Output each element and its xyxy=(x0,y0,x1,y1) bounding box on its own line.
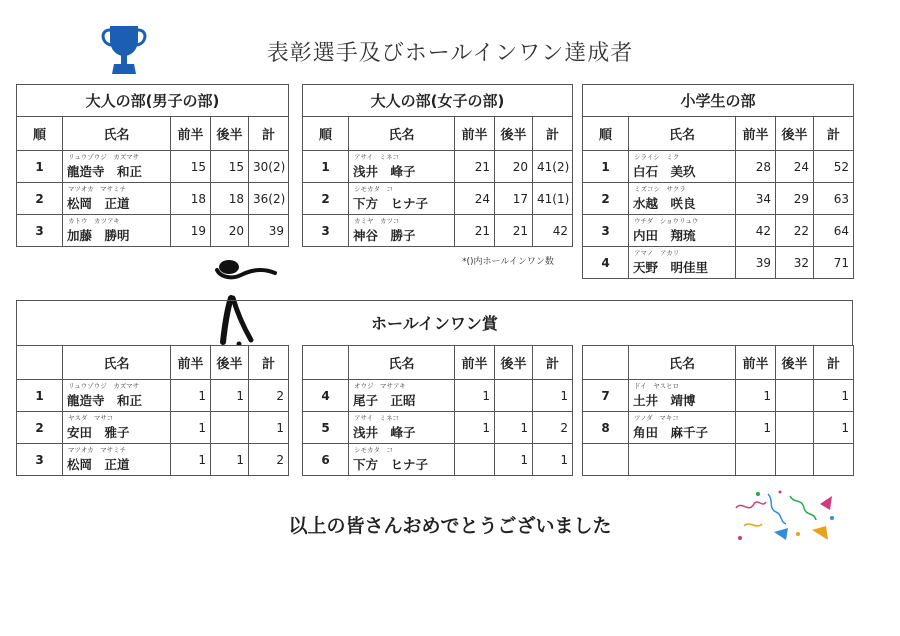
empty-cell xyxy=(776,444,814,476)
rank-cell: 2 xyxy=(17,183,63,215)
total-cell: 71 xyxy=(814,247,854,279)
kana-reading: ツノダ マキコ xyxy=(634,414,679,422)
name-cell: シモカタ コ 下方 ヒナ子 xyxy=(349,444,455,476)
kana-reading: シライシ ミク xyxy=(634,153,680,161)
name-cell: ミズコシ サクラ 水越 咲良 xyxy=(629,183,736,215)
col-total: 計 xyxy=(533,117,573,151)
party-popper-icon xyxy=(728,486,840,546)
col-rank xyxy=(583,346,629,380)
rank-cell: 1 xyxy=(17,151,63,183)
total-cell: 41(1) xyxy=(533,183,573,215)
kana-reading: シモカタ コ xyxy=(354,185,393,193)
front-cell: 21 xyxy=(455,215,495,247)
table-row xyxy=(303,412,573,444)
total-cell: 39 xyxy=(249,215,289,247)
front-cell: 1 xyxy=(736,412,776,444)
col-name: 氏名 xyxy=(349,346,455,380)
total-cell: 64 xyxy=(814,215,854,247)
name-cell: アマノ アカリ 天野 明佳里 xyxy=(629,247,736,279)
name-cell: アサイ ミネコ 浅井 峰子 xyxy=(349,412,455,444)
total-cell: 1 xyxy=(533,380,573,412)
total-cell: 2 xyxy=(249,380,289,412)
front-cell xyxy=(455,444,495,476)
total-cell: 2 xyxy=(249,444,289,476)
col-total: 計 xyxy=(249,346,289,380)
rank-cell: 6 xyxy=(303,444,349,476)
front-cell: 1 xyxy=(171,444,211,476)
table-row xyxy=(17,444,289,476)
table-row xyxy=(303,444,573,476)
col-back: 後半 xyxy=(211,117,249,151)
back-cell: 1 xyxy=(495,412,533,444)
table-row xyxy=(303,215,573,247)
total-cell: 52 xyxy=(814,151,854,183)
front-cell: 1 xyxy=(736,380,776,412)
rank-cell: 3 xyxy=(303,215,349,247)
col-total: 計 xyxy=(533,346,573,380)
men-table xyxy=(16,84,289,247)
back-cell xyxy=(495,380,533,412)
rank-cell: 7 xyxy=(583,380,629,412)
table-row xyxy=(583,247,854,279)
hio-table-3 xyxy=(582,345,854,476)
col-front: 前半 xyxy=(455,117,495,151)
col-back: 後半 xyxy=(495,346,533,380)
front-cell: 15 xyxy=(171,151,211,183)
kana-reading: ドイ ヤスヒロ xyxy=(634,382,680,390)
rank-cell: 4 xyxy=(303,380,349,412)
col-rank xyxy=(303,346,349,380)
col-name: 氏名 xyxy=(629,117,736,151)
name-cell: ヤスダ マサコ 安田 雅子 xyxy=(63,412,171,444)
front-cell: 18 xyxy=(171,183,211,215)
total-cell: 1 xyxy=(814,412,854,444)
back-cell: 22 xyxy=(776,215,814,247)
kana-reading: アサイ ミネコ xyxy=(354,414,400,422)
back-cell: 1 xyxy=(211,444,249,476)
total-cell: 30(2) xyxy=(249,151,289,183)
rank-cell: 3 xyxy=(17,444,63,476)
back-cell: 24 xyxy=(776,151,814,183)
back-cell xyxy=(211,412,249,444)
name-cell: シモカタ コ 下方 ヒナ子 xyxy=(349,183,455,215)
col-rank xyxy=(17,346,63,380)
women-table xyxy=(302,84,573,247)
front-cell: 1 xyxy=(171,380,211,412)
table-row xyxy=(583,444,854,476)
rank-cell: 2 xyxy=(17,412,63,444)
col-total: 計 xyxy=(814,117,854,151)
col-front: 前半 xyxy=(455,346,495,380)
kana-reading: オウジ マサアキ xyxy=(354,382,406,390)
kana-reading: マツオカ マサミチ xyxy=(68,185,127,193)
front-cell: 28 xyxy=(736,151,776,183)
total-cell: 1 xyxy=(814,380,854,412)
front-cell: 1 xyxy=(455,380,495,412)
rank-cell: 4 xyxy=(583,247,629,279)
kana-reading: ウチダ ショウリュウ xyxy=(634,217,699,225)
page-title: 表彰選手及びホールインワン達成者 xyxy=(266,41,634,66)
name-cell: ツノダ マキコ 角田 麻千子 xyxy=(629,412,736,444)
front-cell: 1 xyxy=(171,412,211,444)
col-rank: 順 xyxy=(303,117,349,151)
kana-reading: カミヤ カツコ xyxy=(354,217,400,225)
front-cell: 34 xyxy=(736,183,776,215)
table-row xyxy=(583,183,854,215)
kana-reading: リュウゾウジ カズマサ xyxy=(68,153,140,161)
table-row xyxy=(583,380,854,412)
col-name: 氏名 xyxy=(63,117,171,151)
total-cell: 1 xyxy=(249,412,289,444)
col-front: 前半 xyxy=(171,346,211,380)
back-cell: 32 xyxy=(776,247,814,279)
kids-caption: 小学生の部 xyxy=(583,85,854,117)
table-row xyxy=(17,412,289,444)
hole-in-one-note: *()内ホールインワン数 xyxy=(462,257,554,267)
name-cell: リュウゾウジ カズマサ 龍造寺 和正 xyxy=(63,151,171,183)
name-cell: ドイ ヤスヒロ 土井 靖博 xyxy=(629,380,736,412)
front-cell: 39 xyxy=(736,247,776,279)
hio-table-1 xyxy=(16,345,289,476)
empty-cell xyxy=(583,444,629,476)
congratulations-text: 以上の皆さんおめでとうございました xyxy=(288,515,612,537)
total-cell: 42 xyxy=(533,215,573,247)
name-cell: シライシ ミク 白石 美玖 xyxy=(629,151,736,183)
col-front: 前半 xyxy=(736,346,776,380)
name-cell: マツオカ マサミチ 松岡 正道 xyxy=(63,444,171,476)
back-cell: 15 xyxy=(211,151,249,183)
col-rank: 順 xyxy=(17,117,63,151)
kana-reading: シモカタ コ xyxy=(354,446,393,454)
front-cell: 1 xyxy=(455,412,495,444)
col-name: 氏名 xyxy=(349,117,455,151)
women-caption: 大人の部(女子の部) xyxy=(303,85,573,117)
name-cell: ウチダ ショウリュウ 内田 翔琉 xyxy=(629,215,736,247)
kana-reading: ヤスダ マサコ xyxy=(68,414,114,422)
col-back: 後半 xyxy=(776,117,814,151)
col-total: 計 xyxy=(814,346,854,380)
table-row xyxy=(303,380,573,412)
table-row xyxy=(303,151,573,183)
rank-cell: 3 xyxy=(17,215,63,247)
total-cell: 1 xyxy=(533,444,573,476)
table-row xyxy=(583,151,854,183)
back-cell: 17 xyxy=(495,183,533,215)
rank-cell: 8 xyxy=(583,412,629,444)
col-back: 後半 xyxy=(495,117,533,151)
back-cell: 21 xyxy=(495,215,533,247)
kana-reading: ミズコシ サクラ xyxy=(634,185,686,193)
front-cell: 19 xyxy=(171,215,211,247)
rank-cell: 2 xyxy=(303,183,349,215)
front-cell: 21 xyxy=(455,151,495,183)
rank-cell: 1 xyxy=(17,380,63,412)
name-cell: カミヤ カツコ 神谷 勝子 xyxy=(349,215,455,247)
col-front: 前半 xyxy=(171,117,211,151)
back-cell: 18 xyxy=(211,183,249,215)
back-cell: 1 xyxy=(495,444,533,476)
name-cell: アサイ ミネコ 浅井 峰子 xyxy=(349,151,455,183)
men-caption: 大人の部(男子の部) xyxy=(17,85,289,117)
back-cell: 20 xyxy=(495,151,533,183)
kana-reading: リュウゾウジ カズマサ xyxy=(68,382,140,390)
col-name: 氏名 xyxy=(629,346,736,380)
table-row xyxy=(17,151,289,183)
col-rank: 順 xyxy=(583,117,629,151)
name-cell: オウジ マサアキ 尾子 正昭 xyxy=(349,380,455,412)
col-back: 後半 xyxy=(776,346,814,380)
col-back: 後半 xyxy=(211,346,249,380)
hole-in-one-caption: ホールインワン賞 xyxy=(16,300,853,346)
table-row xyxy=(303,183,573,215)
name-cell: カトウ カツアキ 加藤 勝明 xyxy=(63,215,171,247)
kana-reading: マツオカ マサミチ xyxy=(68,446,127,454)
table-row xyxy=(17,215,289,247)
table-row xyxy=(583,412,854,444)
rank-cell: 1 xyxy=(303,151,349,183)
front-cell: 24 xyxy=(455,183,495,215)
name-cell: リュウゾウジ カズマサ 龍造寺 和正 xyxy=(63,380,171,412)
rank-cell: 3 xyxy=(583,215,629,247)
kana-reading: カトウ カツアキ xyxy=(68,217,120,225)
back-cell xyxy=(776,380,814,412)
back-cell: 20 xyxy=(211,215,249,247)
total-cell: 2 xyxy=(533,412,573,444)
kids-table xyxy=(582,84,854,279)
front-cell: 42 xyxy=(736,215,776,247)
table-row xyxy=(583,215,854,247)
total-cell: 36(2) xyxy=(249,183,289,215)
table-row xyxy=(17,183,289,215)
rank-cell: 5 xyxy=(303,412,349,444)
total-cell: 41(2) xyxy=(533,151,573,183)
back-cell: 29 xyxy=(776,183,814,215)
name-cell: マツオカ マサミチ 松岡 正道 xyxy=(63,183,171,215)
empty-cell xyxy=(814,444,854,476)
rank-cell: 2 xyxy=(583,183,629,215)
total-cell: 63 xyxy=(814,183,854,215)
hio-table-2 xyxy=(302,345,573,476)
table-row xyxy=(17,380,289,412)
col-name: 氏名 xyxy=(63,346,171,380)
rank-cell: 1 xyxy=(583,151,629,183)
back-cell xyxy=(776,412,814,444)
back-cell: 1 xyxy=(211,380,249,412)
empty-cell xyxy=(629,444,736,476)
kana-reading: アマノ アカリ xyxy=(634,249,680,257)
col-front: 前半 xyxy=(736,117,776,151)
kana-reading: アサイ ミネコ xyxy=(354,153,400,161)
empty-cell xyxy=(736,444,776,476)
col-total: 計 xyxy=(249,117,289,151)
